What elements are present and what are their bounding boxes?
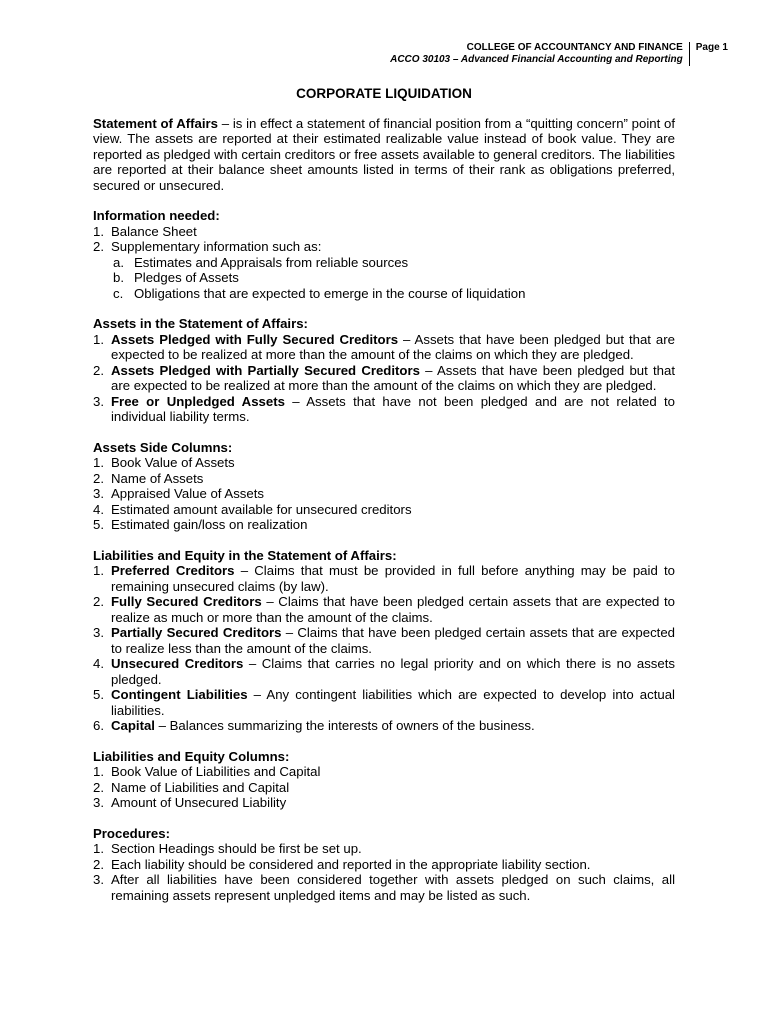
list-item-text: Amount of Unsecured Liability	[111, 795, 287, 810]
list-marker: 1.	[93, 455, 104, 470]
list-marker: 1.	[93, 223, 104, 239]
list-item-term: Free or Unpledged Assets	[111, 393, 285, 409]
list-item	[93, 764, 675, 780]
list-item-text: Section Headings should be first be set up.	[111, 841, 362, 856]
list-item	[93, 563, 675, 594]
list-item	[93, 394, 675, 425]
list-item-text: Each liability should be considered and reported in the appropriate liability section.	[111, 856, 591, 872]
assets-columns-heading: Assets Side Columns:	[93, 439, 233, 455]
list-item	[93, 517, 675, 533]
list-item	[93, 795, 675, 811]
list-item-text: Balance Sheet	[111, 223, 197, 239]
list-item-text: – Assets that have been pledged but that are expected to be realized at more than the amount of the claims on which they are pledged.	[111, 331, 675, 362]
list-item	[93, 502, 675, 518]
list-marker: 6.	[93, 718, 104, 733]
list-item-term: Unsecured Creditors	[111, 656, 244, 671]
list-item-text: Book Value of Assets	[111, 455, 235, 470]
list-item	[93, 486, 675, 502]
list-item	[93, 872, 675, 903]
procedures-list	[93, 841, 675, 903]
list-item	[93, 656, 675, 687]
liabilities-columns-heading: Liabilities and Equity Columns:	[93, 748, 290, 764]
list-marker: 2.	[93, 239, 104, 254]
list-item-text: Book Value of Liabilities and Capital	[111, 764, 321, 779]
page-header	[390, 42, 728, 66]
list-item	[93, 841, 675, 857]
list-item-term: Capital	[111, 718, 155, 733]
header-course: ACCO 30103 – Advanced Financial Accounting and Reporting	[390, 54, 683, 65]
list-marker: 2.	[93, 362, 104, 378]
list-item-term: Partially Secured Creditors	[111, 625, 282, 640]
list-marker: 5.	[93, 517, 104, 532]
liabilities-columns-list	[93, 764, 675, 811]
list-item-text: Estimated gain/loss on realization	[111, 517, 308, 532]
list-item-text: – Any contingent liabilities which are expected to develop into actual liabilities.	[111, 687, 675, 718]
liabilities-statement-heading: Liabilities and Equity in the Statement of Affairs:	[93, 547, 397, 563]
list-marker: 2.	[93, 856, 104, 872]
list-marker: 5.	[93, 687, 104, 702]
info-needed-heading: Information needed:	[93, 208, 220, 223]
list-marker: 3.	[93, 486, 104, 501]
list-item-text: – Balances summarizing the interests of owners of the business.	[154, 718, 535, 733]
list-item-text: – Claims that carries no legal priority and on which there is no assets pledged.	[111, 656, 675, 687]
list-item-text: – Assets that have not been pledged and are not related to individual liability terms.	[111, 393, 675, 424]
sub-list-item	[111, 270, 675, 286]
list-item-text: After all liabilities have been considered together with assets pledged on such claims, all remaining assets represent unpledged items and may be listed as such.	[111, 872, 675, 903]
list-item-text: Name of Assets	[111, 470, 204, 486]
list-marker: 4.	[93, 501, 104, 517]
info-needed-list	[93, 224, 675, 302]
list-marker: 3.	[93, 795, 104, 810]
intro-paragraph	[93, 116, 675, 194]
list-item-text: – Claims that must be provided in full before anything may be paid to remaining unsecured claims (by law).	[111, 563, 676, 594]
sub-list-item	[111, 286, 675, 302]
list-item-text: Estimated amount available for unsecured creditors	[111, 501, 412, 517]
list-item-text: Appraised Value of Assets	[111, 486, 264, 501]
sub-list-marker: c.	[113, 285, 124, 301]
assets-statement-heading: Assets in the Statement of Affairs:	[93, 316, 308, 331]
list-item	[93, 224, 675, 240]
list-item-text: – Claims that have been pledged certain assets that are expected to realize as much or more than the amount of the claims.	[111, 594, 675, 625]
list-item	[93, 455, 675, 471]
list-item-term: Contingent Liabilities	[111, 687, 248, 702]
list-marker: 1.	[93, 563, 104, 578]
list-marker: 1.	[93, 841, 104, 856]
page-number: Page 1	[695, 42, 728, 53]
list-item	[93, 594, 675, 625]
sub-list-marker: a.	[113, 254, 124, 270]
sub-list-marker: b.	[113, 270, 124, 285]
list-item	[93, 625, 675, 656]
list-item-text: Supplementary information such as:	[111, 239, 322, 254]
list-item-text: – Claims that have been pledged certain assets that are expected to realize less than the amount of the claims.	[111, 625, 675, 656]
list-marker: 2.	[93, 779, 104, 795]
list-item-term: Preferred Creditors	[111, 563, 235, 578]
list-marker: 3.	[93, 393, 104, 409]
document-body	[93, 86, 675, 918]
list-item	[93, 687, 675, 718]
list-marker: 3.	[93, 872, 104, 887]
list-item	[93, 239, 675, 301]
sub-list-item-text: Pledges of Assets	[134, 270, 239, 285]
header-text	[390, 42, 690, 66]
intro-term: Statement of Affairs	[93, 115, 218, 131]
procedures-heading: Procedures:	[93, 825, 170, 841]
list-item	[93, 471, 675, 487]
assets-statement-list	[93, 332, 675, 425]
list-item	[93, 363, 675, 394]
sub-list-item-text: Obligations that are expected to emerge in the course of liquidation	[134, 285, 526, 301]
intro-text: – is in effect a statement of financial position from a “quitting concern” point of view. The assets are reported at their estimated realizable value instead of book value. They are reported as pledged with certain creditors or free assets available to general creditors. The liabilities are reported at their balance sheet amounts listed in terms of their rank as obligations preferred, secured or unsecured.	[93, 115, 676, 193]
list-marker: 2.	[93, 470, 104, 486]
page-number-block	[690, 42, 728, 54]
list-item	[93, 857, 675, 873]
list-item-term: Fully Secured Creditors	[111, 594, 262, 609]
list-item	[93, 718, 675, 734]
list-marker: 1.	[93, 331, 104, 347]
list-item-text: – Assets that have been pledged but that are expected to be realized at more than the amount of the claims on which they are pledged.	[111, 362, 676, 393]
list-marker: 4.	[93, 656, 104, 671]
list-item	[93, 780, 675, 796]
sub-list-item-text: Estimates and Appraisals from reliable sources	[134, 254, 409, 270]
list-marker: 2.	[93, 594, 104, 609]
liabilities-statement-list	[93, 563, 675, 734]
list-item-term: Assets Pledged with Partially Secured Creditors	[111, 362, 420, 378]
sub-list-item	[111, 255, 675, 271]
list-item	[93, 332, 675, 363]
assets-columns-list	[93, 455, 675, 533]
header-college: COLLEGE OF ACCOUNTANCY AND FINANCE	[466, 42, 683, 53]
page-title: CORPORATE LIQUIDATION	[296, 86, 472, 101]
list-item-term: Assets Pledged with Fully Secured Creditors	[111, 331, 399, 347]
list-marker: 3.	[93, 625, 104, 640]
list-item-text: Name of Liabilities and Capital	[111, 779, 290, 795]
list-marker: 1.	[93, 764, 104, 779]
info-needed-sublist	[111, 255, 675, 302]
